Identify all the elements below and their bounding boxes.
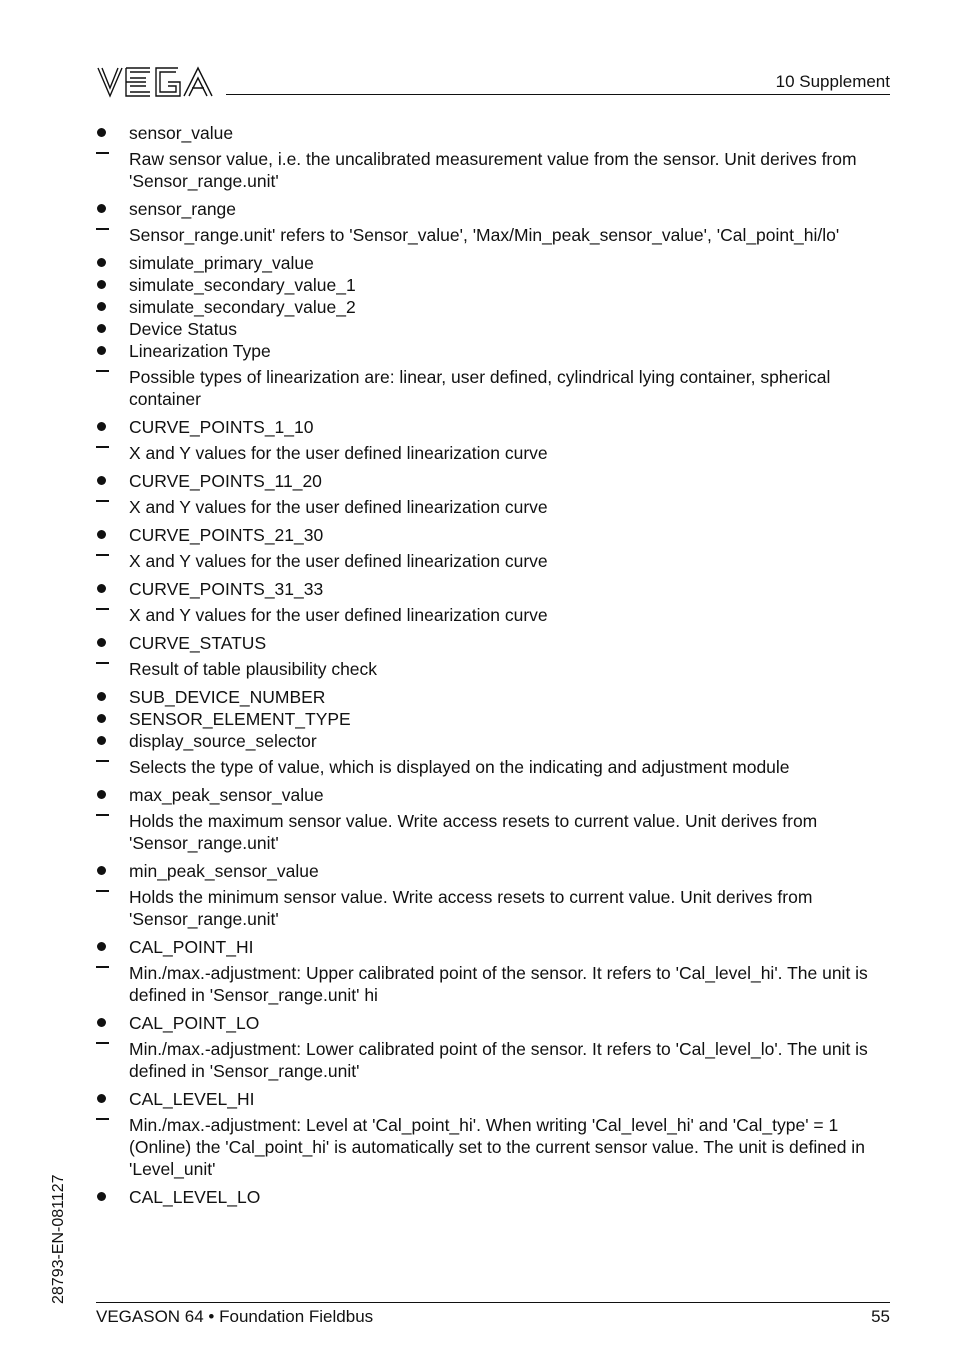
footer-rule bbox=[96, 1302, 890, 1303]
parameter-name: CURVE_POINTS_31_33 bbox=[129, 579, 324, 599]
parameter-item bbox=[96, 1012, 892, 1034]
bullet-icon bbox=[96, 1088, 129, 1110]
parameter-name: simulate_secondary_value_2 bbox=[129, 297, 356, 317]
dash-icon bbox=[96, 1038, 129, 1082]
parameter-name: sensor_range bbox=[129, 199, 237, 219]
parameter-item bbox=[96, 122, 892, 144]
bullet-icon bbox=[96, 252, 129, 274]
parameter-item bbox=[96, 730, 892, 752]
parameter-name: sensor_value bbox=[129, 123, 234, 143]
bullet-icon bbox=[96, 1186, 129, 1208]
parameter-item bbox=[96, 470, 892, 492]
bullet-icon bbox=[96, 318, 129, 340]
bullet-icon bbox=[96, 578, 129, 600]
parameter-item bbox=[96, 252, 892, 274]
section-title: 10 Supplement bbox=[775, 72, 890, 91]
description-text: Result of table plausibility check bbox=[129, 659, 378, 679]
parameter-item bbox=[96, 1088, 892, 1110]
description-text: Sensor_range.unit' refers to 'Sensor_value', 'Max/Min_peak_sensor_value', 'Cal_point_hi/lo' bbox=[129, 225, 840, 245]
parameter-description bbox=[96, 658, 892, 680]
parameter-item bbox=[96, 936, 892, 958]
bullet-icon bbox=[96, 416, 129, 438]
parameter-description bbox=[96, 1038, 892, 1082]
parameter-description bbox=[96, 550, 892, 572]
parameter-item bbox=[96, 784, 892, 806]
description-text: Raw sensor value, i.e. the uncalibrated measurement value from the sensor. Unit derives from 'Sensor_range.unit' bbox=[129, 149, 857, 191]
bullet-icon bbox=[96, 632, 129, 654]
dash-icon bbox=[96, 148, 129, 192]
header-rule bbox=[226, 94, 890, 95]
description-text: Min./max.-adjustment: Upper calibrated point of the sensor. It refers to 'Cal_level_hi'. The unit is defined in 'Sensor_range.unit' hi bbox=[129, 963, 868, 1005]
parameter-name: simulate_primary_value bbox=[129, 253, 314, 273]
dash-icon bbox=[96, 442, 129, 464]
parameter-name: Linearization Type bbox=[129, 341, 271, 361]
parameter-name: CAL_POINT_HI bbox=[129, 937, 254, 957]
description-text: Selects the type of value, which is displayed on the indicating and adjustment module bbox=[129, 757, 790, 777]
parameter-name: SUB_DEVICE_NUMBER bbox=[129, 687, 326, 707]
parameter-description bbox=[96, 810, 892, 854]
parameter-item bbox=[96, 318, 892, 340]
dash-icon bbox=[96, 366, 129, 410]
parameter-name: CURVE_POINTS_11_20 bbox=[129, 471, 322, 491]
page-number: 55 bbox=[871, 1307, 890, 1326]
parameter-item bbox=[96, 1186, 892, 1208]
parameter-name: Device Status bbox=[129, 319, 237, 339]
parameter-item bbox=[96, 524, 892, 546]
document-code: 28793-EN-081127 bbox=[50, 1174, 67, 1304]
parameter-item bbox=[96, 578, 892, 600]
bullet-icon bbox=[96, 936, 129, 958]
parameter-item bbox=[96, 860, 892, 882]
bullet-icon bbox=[96, 198, 129, 220]
dash-icon bbox=[96, 756, 129, 778]
dash-icon bbox=[96, 658, 129, 680]
bullet-icon bbox=[96, 122, 129, 144]
dash-icon bbox=[96, 1114, 129, 1180]
bullet-icon bbox=[96, 340, 129, 362]
parameter-name: CURVE_POINTS_1_10 bbox=[129, 417, 314, 437]
parameter-name: CURVE_POINTS_21_30 bbox=[129, 525, 324, 545]
parameter-item bbox=[96, 686, 892, 708]
footer-title: VEGASON 64 • Foundation Fieldbus bbox=[96, 1307, 374, 1326]
parameter-description bbox=[96, 366, 892, 410]
description-text: Min./max.-adjustment: Lower calibrated point of the sensor. It refers to 'Cal_level_lo'. The unit is defined in 'Sensor_range.unit' bbox=[129, 1039, 868, 1081]
dash-icon bbox=[96, 224, 129, 246]
parameter-item bbox=[96, 274, 892, 296]
parameter-item bbox=[96, 416, 892, 438]
parameter-description bbox=[96, 1114, 892, 1180]
bullet-icon bbox=[96, 274, 129, 296]
bullet-icon bbox=[96, 686, 129, 708]
parameter-name: CAL_LEVEL_LO bbox=[129, 1187, 261, 1207]
bullet-icon bbox=[96, 470, 129, 492]
parameter-name: SENSOR_ELEMENT_TYPE bbox=[129, 709, 351, 729]
parameter-description bbox=[96, 148, 892, 192]
bullet-icon bbox=[96, 1012, 129, 1034]
vega-logo bbox=[96, 66, 214, 98]
description-text: X and Y values for the user defined linearization curve bbox=[129, 605, 548, 625]
main-content bbox=[96, 122, 892, 1208]
description-text: X and Y values for the user defined linearization curve bbox=[129, 551, 548, 571]
parameter-description bbox=[96, 962, 892, 1006]
bullet-icon bbox=[96, 860, 129, 882]
dash-icon bbox=[96, 962, 129, 1006]
parameter-item bbox=[96, 340, 892, 362]
dash-icon bbox=[96, 810, 129, 854]
description-text: X and Y values for the user defined linearization curve bbox=[129, 497, 548, 517]
dash-icon bbox=[96, 604, 129, 626]
bullet-icon bbox=[96, 730, 129, 752]
parameter-item bbox=[96, 708, 892, 730]
bullet-icon bbox=[96, 784, 129, 806]
description-text: X and Y values for the user defined linearization curve bbox=[129, 443, 548, 463]
parameter-description bbox=[96, 756, 892, 778]
dash-icon bbox=[96, 886, 129, 930]
bullet-icon bbox=[96, 708, 129, 730]
parameter-name: max_peak_sensor_value bbox=[129, 785, 324, 805]
parameter-description bbox=[96, 886, 892, 930]
parameter-description bbox=[96, 496, 892, 518]
parameter-description bbox=[96, 442, 892, 464]
description-text: Possible types of linearization are: linear, user defined, cylindrical lying container, spherical container bbox=[129, 367, 831, 409]
parameter-item bbox=[96, 296, 892, 318]
parameter-name: CURVE_STATUS bbox=[129, 633, 267, 653]
parameter-name: display_source_selector bbox=[129, 731, 317, 751]
parameter-item bbox=[96, 632, 892, 654]
parameter-description bbox=[96, 224, 892, 246]
parameter-item bbox=[96, 198, 892, 220]
description-text: Holds the minimum sensor value. Write access resets to current value. Unit derives from 'Sensor_range.unit' bbox=[129, 887, 813, 929]
dash-icon bbox=[96, 496, 129, 518]
description-text: Holds the maximum sensor value. Write access resets to current value. Unit derives from 'Sensor_range.unit' bbox=[129, 811, 818, 853]
bullet-icon bbox=[96, 296, 129, 318]
parameter-name: CAL_POINT_LO bbox=[129, 1013, 260, 1033]
parameter-name: simulate_secondary_value_1 bbox=[129, 275, 356, 295]
bullet-icon bbox=[96, 524, 129, 546]
parameter-name: CAL_LEVEL_HI bbox=[129, 1089, 255, 1109]
parameter-name: min_peak_sensor_value bbox=[129, 861, 319, 881]
dash-icon bbox=[96, 550, 129, 572]
description-text: Min./max.-adjustment: Level at 'Cal_point_hi'. When writing 'Cal_level_hi' and 'Cal_type' = 1 (Online) the 'Cal_point_hi' is automatically set to the current sensor value. The unit is defined in 'Level_unit' bbox=[129, 1115, 865, 1179]
parameter-description bbox=[96, 604, 892, 626]
